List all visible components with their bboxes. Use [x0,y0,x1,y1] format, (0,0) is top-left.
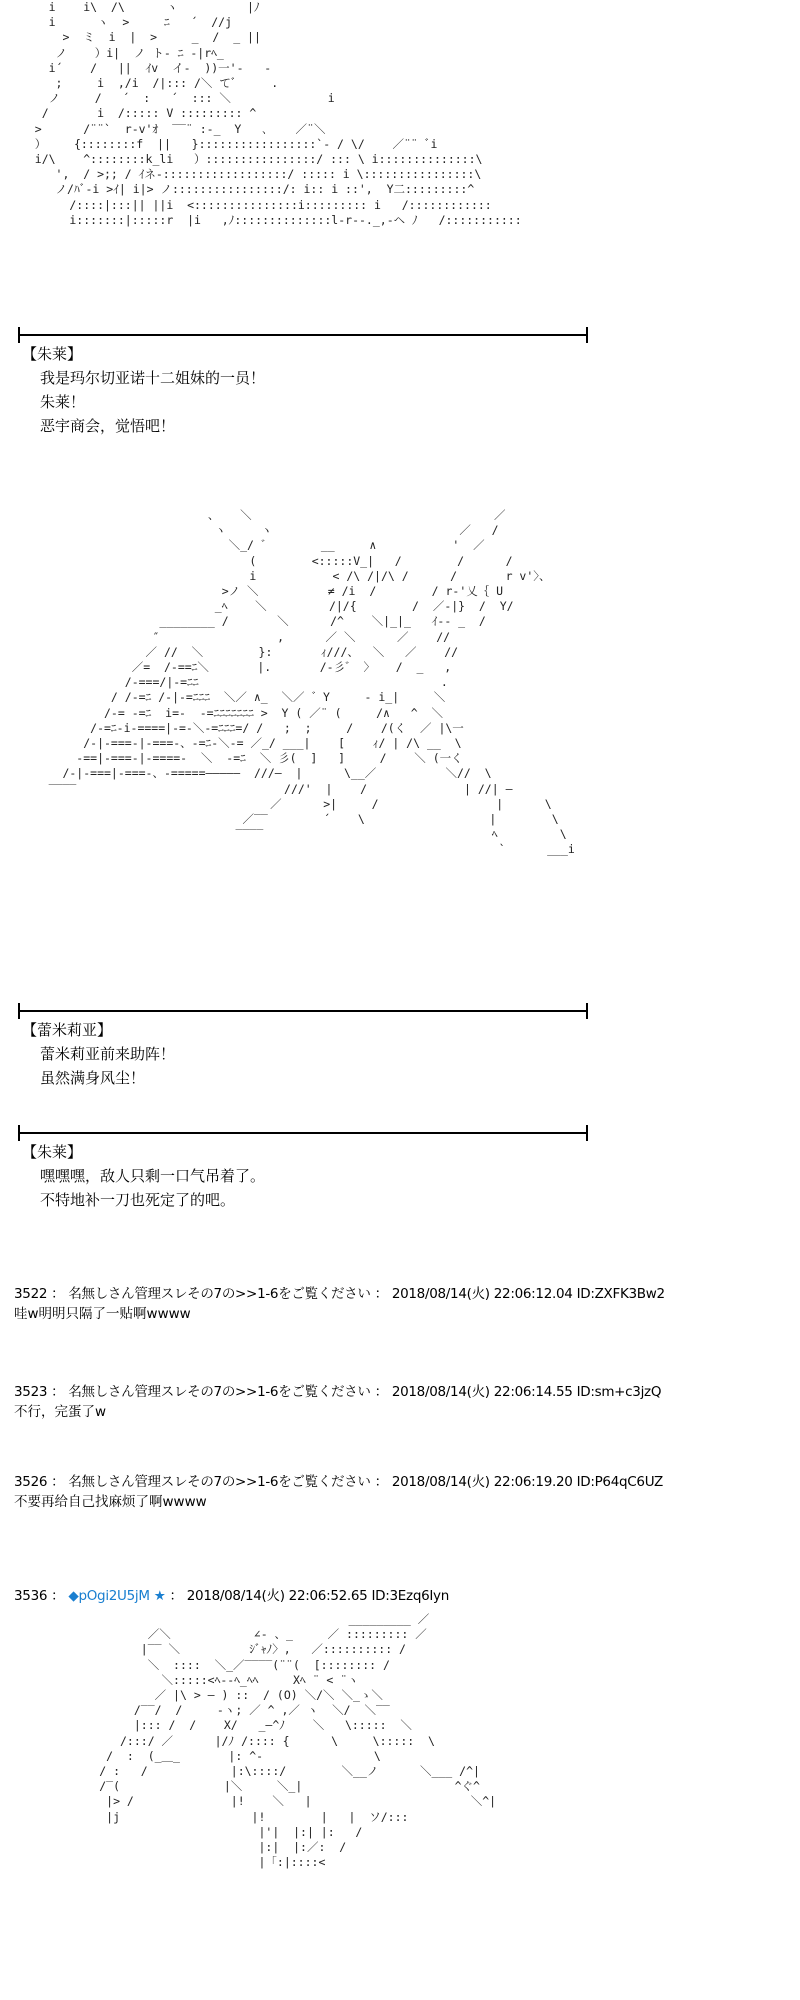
divider-cap-right [586,1003,588,1019]
post-id[interactable]: ID:3Ezq6Iyn [371,1588,449,1604]
post-id[interactable]: ID:P64qC6UZ [576,1474,663,1490]
post [14,1472,794,1512]
dialogue-line: 嘿嘿嘿，敌人只剩一口气吊着了。 [40,1167,266,1185]
dialogue-line: 虽然满身风尘！ [40,1069,146,1087]
divider-cap-right [586,327,588,343]
trip-diamond-icon: ◆ [68,1588,79,1604]
dialogue-block [22,1018,175,1090]
dialogue-line: 我是玛尔切亚诺十二姐妹的一员！ [40,369,266,387]
post-datetime: 2018/08/14(火) 22:06:12.04 [391,1286,573,1302]
ascii-art-middle: 、 ＼ ／ ヽ ヽ ／ / ＼_/ ゛ __ ∧ ' ／ ( <:::::V_| / / / i < /\ /|/\ / / r v'〉、 >ノ ＼ ≠ /i / / r-'乂｛ U _ﾍ ＼ /|/{ / ／-|} / Y/ ________ / ＼ /^ ＼|_|_ ｲ-- _ / ″ , ／ ＼ ／ // ／ // ＼ }: ｨ///、 ＼ ／ // ／= /-==ﾆ＼ |. /‐彡゛ 〉 / _ , /-===/|-=ﾆﾆ . / /-=ﾆ /-|-=ﾆﾆﾆ ＼／ ∧_ ＼／ ゛Y ‐ i_| ＼ /-= -=ﾆ i=- -=ﾆﾆﾆﾆﾆﾆﾆ > Y ( ／¨ ( /∧ ^ ＼ /-=ﾆ-i-====|-=-＼-=ﾆﾆﾆ=/ / ; ; / /(く ／ |\一 /-|-===-|-===-、-=ﾆ-＼-= ／_/ ___| [ ｨ/ | /\ __ \ -==|-===-|-====- ＼ -=ﾆ ＼ 彡( ] ] / ＼ (一く /-|-===|-===-、-=====————— ///— | \__／ ＼// \ ‾‾‾‾ ///' | / | //| — ／ >| / | \ ／‾‾ ´ \ | \ ‾‾‾‾ ﾍ \ ` ___i [48,508,575,857]
divider-cap-right [586,1125,588,1141]
post-number[interactable]: 3523 [14,1384,48,1400]
post-id[interactable]: ID:sm+c3jzQ [576,1384,662,1400]
post [14,1382,794,1422]
dialogue-line: 朱莱！ [40,393,86,411]
post-tripcode: pOgi2U5jM [78,1588,150,1604]
divider-cap-left [18,1003,20,1019]
speaker-name: 【朱莱】 [22,345,83,363]
divider-cap-left [18,327,20,343]
post-body: 哇w明明只隔了一贴啊wwww [14,1306,191,1322]
speaker-name: 【蕾米莉亚】 [22,1021,113,1039]
divider-cap-left [18,1125,20,1141]
post-number[interactable]: 3522 [14,1286,48,1302]
post [14,1586,794,1606]
divider [18,334,588,336]
post-header: 3523 ： 名無しさん管理スレその7の>>1-6をご覧ください ： 2018/08/14(火) 22:06:14.55 ID:sm+c3jzQ [14,1384,662,1400]
post-datetime: 2018/08/14(火) 22:06:14.55 [391,1384,573,1400]
speaker-name: 【朱莱】 [22,1143,83,1161]
post-body: 不要再给自己找麻烦了啊wwww [14,1494,207,1510]
dialogue-line: 恶宇商会，觉悟吧！ [40,417,176,435]
post-author-name: 名無しさん管理スレその7の>>1-6をご覧ください [68,1384,371,1400]
post-body: 不行，完蛋了w [14,1404,107,1420]
post-datetime: 2018/08/14(火) 22:06:52.65 [186,1588,368,1604]
divider [18,1010,588,1012]
divider [18,1132,588,1134]
ascii-art-bottom: _________ ／ ／＼ ∠- 、_ ／ ::::::::: ／ |‾‾ ＼ ｼﾞｬﾉ〉, ／:::::::::: / ＼ :::: ＼_／‾‾‾‾(¨¨( [:::::::: / ＼:::::<ﾍ--ﾍ_ﾍﾍ Xﾍ ¨ < ¨ヽ ／ |\ > ― ) :: / (O) ＼/＼ ＼_ゝ＼ /‾‾/ / ‐ヽ; ／ ^ ,／ ヽ ＼/ ＼‾‾ |::: / / X/ _—^ﾉ ＼ \::::: ＼ /:::/ ／ |/ﾉ /:::: { \ \::::: \ / : (_＿_ |: ^- \ / : / |:\::::/ ＼__ノ ＼___ /^| /‾( |＼ ＼_| ^ぐ^ |> / |! ＼ | ＼^| |j |! | | ソ/::: |'| |:| |: / |:| |:／: / |「:|::::< [99,1612,497,1870]
post-header: 3526 ： 名無しさん管理スレその7の>>1-6をご覧ください ： 2018/08/14(火) 22:06:19.20 ID:P64qC6UZ [14,1474,663,1490]
post-author-name: 名無しさん管理スレその7の>>1-6をご覧ください [68,1286,371,1302]
post-id[interactable]: ID:ZXFK3Bw2 [576,1286,665,1302]
star-icon: ★ [153,1588,166,1604]
dialogue-block [22,1140,265,1212]
dialogue-block [22,342,265,438]
post-header: 3522 ： 名無しさん管理スレその7の>>1-6をご覧ください ： 2018/08/14(火) 22:06:12.04 ID:ZXFK3Bw2 [14,1286,665,1302]
post-number[interactable]: 3536 [14,1588,48,1604]
post-header: 3536 ： ◆pOgi2U5jM ★ ： 2018/08/14(火) 22:06:52.65 ID:3Ezq6Iyn [14,1588,449,1604]
post [14,1284,794,1324]
ascii-art-top: i i\ /\ ヽ |ﾉ i ヽ > ﾆ ´ //j > ミ i | > _ / _ || ノ ）i| ノ ト- ﾆ -|rﾍ_ i´ / || ｲv イ- ))一'‐ - ; i ,/i /|::: /＼ てﾞ . ノ / ´ : ´ ::: ＼ i / i /::::: V ::::::::: ^ > /¨¨` r-v'ｵ ‾‾¨ :-_ Y ､ ／¨＼ ） {::::::::f || }:::::::::::::::::`- / \/ ／¨¨ ﾞi i/\ ^::::::::k_li ）::::::::::::::::/ ::: \ i::::::::::::::\ ', / >;; / ｲネ-::::::::::::::::::/ ::::: i \::::::::::::::::\ ノ/ﾊﾞ-i >ｲ| i|> ノ::::::::::::::::/: i:: i ::', Y二:::::::::^ /::::|:::|| ||i <:::::::::::::::i::::::::: i /:::::::::::: i:::::::|:::::r |i ,ﾉ::::::::::::::l-r--._,-ヘ ﾉ /::::::::::: [34,0,522,227]
dialogue-line: 不特地补一刀也死定了的吧。 [40,1191,236,1209]
dialogue-line: 蕾米莉亚前来助阵！ [40,1045,176,1063]
post-author-name: 名無しさん管理スレその7の>>1-6をご覧ください [68,1474,371,1490]
post-number[interactable]: 3526 [14,1474,48,1490]
post-datetime: 2018/08/14(火) 22:06:19.20 [391,1474,573,1490]
